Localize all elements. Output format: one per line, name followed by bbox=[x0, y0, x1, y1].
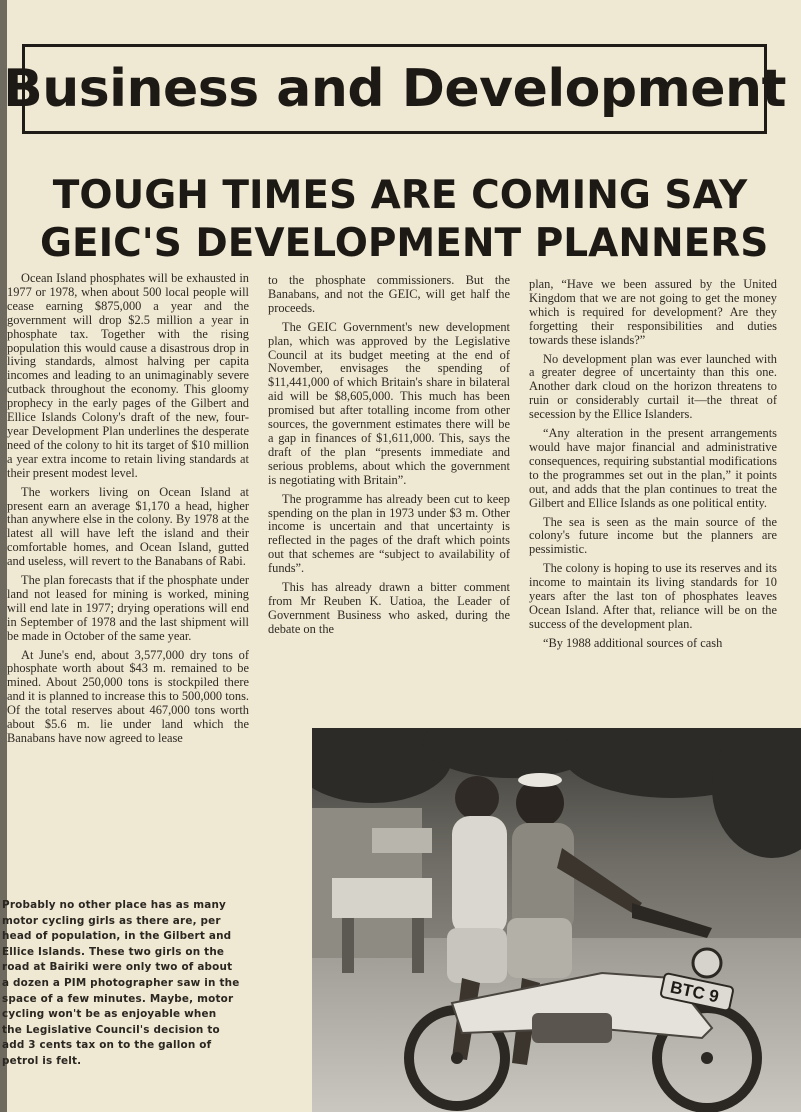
section-title: Business and Development bbox=[3, 59, 786, 119]
headline-line-2: GEIC'S DEVELOPMENT PLANNERS bbox=[40, 221, 769, 266]
paragraph: “By 1988 additional sources of cash bbox=[543, 635, 723, 650]
wooden-structure bbox=[312, 808, 432, 973]
paragraph: The workers living on Ocean Island at present earn an average $1,170 a head, higher than anywhere else in the colony. By 1978 at the latest all will have left the island and their comfortable homes, and Ocean Island, gutted and useless, will revert to the Banabans of Rabi. bbox=[7, 484, 249, 569]
paragraph: The programme has already been cut to keep spending on the plan in 1973 under $3 m. Other income is uncertain and that uncertainty is reflected in the pages of the draft which points out that schemes are “subject to availability of funds”. bbox=[268, 491, 510, 576]
paragraph: plan, “Have we been assured by the United Kingdom that we are not going to get the money which is required for development? Are they forgetting their responsibilities and duties towards these islands?” bbox=[529, 277, 777, 347]
paragraph: The GEIC Government's new development plan, which was approved by the Legislative Council at its budget meeting at the end of November, envisages the spending of $11,441,000 of which Britain's share in bilateral aid will be $8,605,000. This much has been promised but after totalling income from other sources, the government estimates there will be a gap in finances of $1,611,000. This, says the draft of the plan “presents immediate and serious problems, about which the government is negotiating with Britain”. bbox=[268, 319, 510, 487]
paragraph: At June's end, about 3,577,000 dry tons of phosphate worth about $43 m. remained to be mined. About 250,000 tons is stockpiled there and it is planned to increase this to 500,000 tons. Of the total reserves about 467,000 tons worth about $5.6 m. lie under land which the Banabans have now agreed to lease bbox=[7, 647, 249, 745]
article-column-1 bbox=[7, 272, 249, 751]
paragraph: This has already drawn a bitter comment from Mr Reuben K. Uatioa, the Leader of Government Business who asked, during the debate on the bbox=[268, 580, 510, 636]
paragraph: Ocean Island phosphates will be exhausted in 1977 or 1978, when about 500 local people will cease earning $875,000 a year and the government will drop $2.5 million a year in phosphate tax. Together with the rising population this would cause a disastrous drop in living standards, almost halving per capita incomes and leading to an unimaginably severe cutback throughout the economy. This gloomy prophecy in the early pages of the Gilbert and Ellice Islands Colony's draft of the new, four-year Development Plan underlines the desperate need of the colony to hit its target of $10 million a year extra income to retain living standards at their present modest level. bbox=[7, 271, 249, 480]
headline-line-1: TOUGH TIMES ARE COMING SAY bbox=[52, 173, 748, 218]
paragraph: No development plan was ever launched with a greater degree of uncertainty than this one. Another dark cloud on the horizon threatens to ruin or considerably curtail it—the threat of secession by the Ellice Islanders. bbox=[529, 351, 777, 422]
paragraph: The colony is hoping to use its reserves and its income to maintain its living standards for 10 years after the last ton of phosphates leaves Ocean Island. After that, reliance will be on the success of the development plan. bbox=[529, 561, 777, 631]
license-plate: BTC 9 bbox=[668, 977, 721, 1007]
motorcycle-photo bbox=[312, 728, 801, 1112]
section-header-box bbox=[3, 44, 786, 134]
paragraph: to the phosphate commissioners. But the Banabans, and not the GEIC, will get half the proceeds. bbox=[268, 273, 510, 315]
article-headline bbox=[40, 172, 769, 268]
paragraph: “Any alteration in the present arrangements would have major financial and administrative consequences, requiring substantial modifications to the programmes set out in the plan,” it points out, and adds that the plan continues to treat the Gilbert and Ellice Islands as one political entity. bbox=[529, 426, 777, 510]
photo-caption: Probably no other place has as many motor cycling girls as there are, per head of population, in the Gilbert and Ellice Islands. These two girls on the road at Bairiki were only two of about a dozen a PIM photographer saw in the space of a few minutes. Maybe, motor cycling won't be as enjoyable when the Legislative Council's decision to add 3 cents tax on to the gallon of petrol is felt. bbox=[2, 899, 240, 1067]
article-column-2 bbox=[268, 274, 510, 642]
paragraph: The plan forecasts that if the phosphate under land not leased for mining is worked, mining will end late in 1977; drying operations will end in September of 1978 and the last shipment will be made in October of the same year. bbox=[7, 573, 249, 643]
article-column-3 bbox=[529, 278, 777, 656]
paragraph: The sea is seen as the main source of the colony's future income but the planners are pessimistic. bbox=[529, 514, 777, 557]
